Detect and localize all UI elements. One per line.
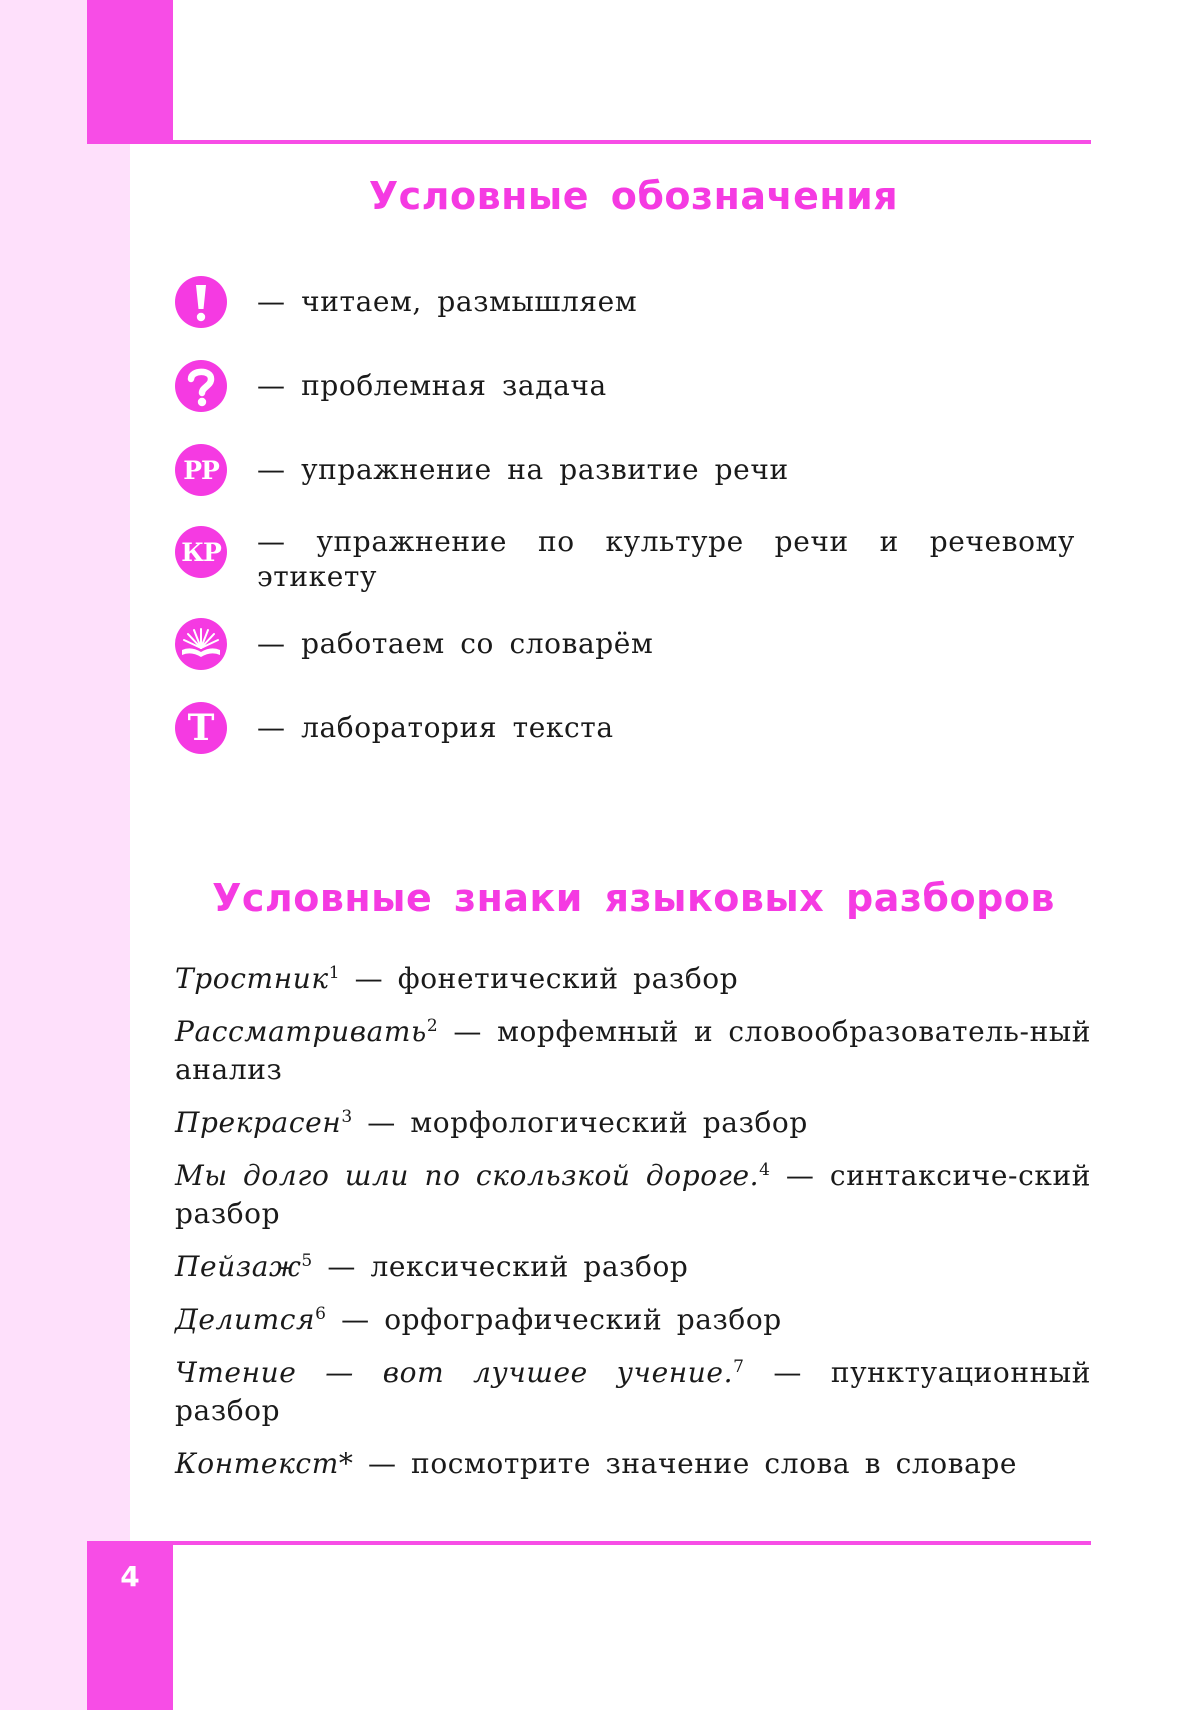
bottom-divider [87, 1541, 1091, 1545]
exclamation-icon [175, 276, 227, 328]
analysis-description: — фонетический разбор [340, 962, 739, 995]
analysis-item [175, 1104, 1091, 1142]
question-icon [175, 360, 227, 412]
analysis-description: — синтаксиче-ский разбор [175, 1159, 1091, 1230]
analysis-mark: 6 [315, 1304, 327, 1324]
analysis-item [175, 960, 1091, 998]
analysis-item [175, 1248, 1091, 1286]
legend-item-label: — лаборатория текста [257, 711, 614, 744]
analysis-example: Пейзаж [175, 1250, 302, 1283]
page-number: 4 [120, 1560, 140, 1593]
analysis-mark: 3 [341, 1107, 353, 1127]
analysis-example: Прекрасен [175, 1106, 342, 1139]
analysis-mark: 2 [426, 1016, 439, 1036]
analysis-item [175, 1157, 1091, 1233]
legend-title: Условные обозначения [368, 174, 899, 218]
analysis-item [175, 1354, 1091, 1430]
legend-item-label: — упражнение на развитие речи [257, 453, 789, 486]
kr-icon: КР [175, 526, 227, 578]
legend-item-label: — проблемная задача [257, 369, 607, 402]
analysis-description: — орфографический разбор [326, 1303, 782, 1336]
analysis-example: Контекст* [175, 1447, 354, 1480]
analysis-description: — посмотрите значение слова в словаре [353, 1447, 1018, 1480]
analysis-description: — морфологический разбор [352, 1106, 808, 1139]
top-divider [87, 140, 1091, 144]
analysis-item [175, 1301, 1091, 1339]
analysis-example: Тростник [175, 962, 329, 995]
analysis-example: Чтение — вот лучшее учение. [175, 1356, 734, 1389]
analysis-item [175, 1013, 1091, 1089]
t-icon: Т [175, 702, 227, 754]
analysis-mark: 5 [301, 1251, 313, 1271]
analysis-description: — лексический разбор [312, 1250, 689, 1283]
analysis-example: Делится [175, 1303, 316, 1336]
open-book-icon [175, 618, 227, 670]
margin-band [0, 0, 130, 1710]
legend-item-label: — упражнение по культуре речи и речевому этикету [257, 525, 1075, 593]
analysis-list [175, 960, 1091, 1498]
analysis-mark: 1 [328, 963, 341, 983]
legend-item-label: — читаем, размышляем [257, 285, 638, 318]
analysis-mark: 7 [733, 1357, 745, 1377]
analysis-description: — пунктуационный разбор [175, 1356, 1091, 1427]
analysis-mark: 4 [759, 1160, 771, 1180]
analysis-example: Рассматривать [175, 1015, 427, 1048]
analysis-example: Мы долго шли по скользкой дороге. [175, 1159, 760, 1192]
top-color-tab [87, 0, 173, 143]
analysis-item [175, 1445, 1091, 1483]
rr-icon: РР [175, 444, 227, 496]
analysis-title: Условные знаки языковых разборов [212, 876, 1055, 920]
analysis-description: — морфемный и словообразователь-ный анализ [175, 1015, 1091, 1086]
legend-item-label: — работаем со словарём [257, 627, 654, 660]
